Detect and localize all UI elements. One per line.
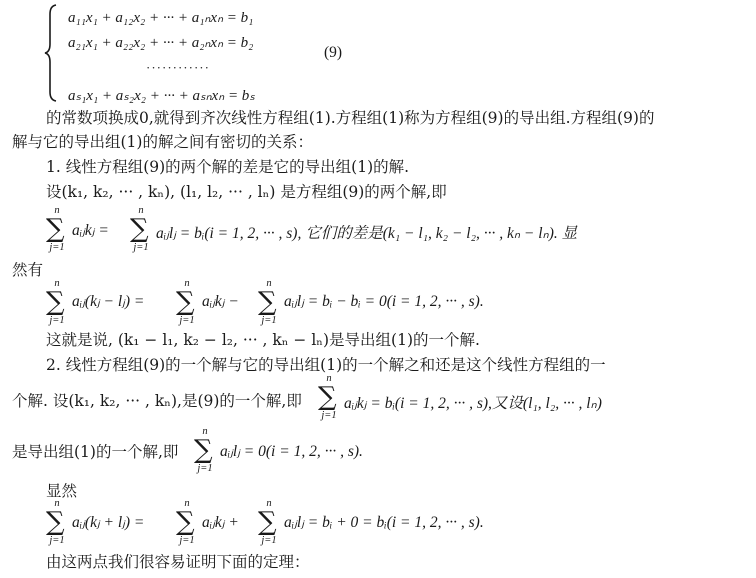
- equation-text: aᵢⱼlⱼ = bᵢ(i = 1, 2, ··· , s), 它们的差是(k₁ − l₁, k₂ − l₂, ··· , kₙ − lₙ). 显: [156, 225, 578, 242]
- equation-text: aᵢⱼkⱼ −: [202, 293, 239, 310]
- summation: n ∑ j=1: [130, 205, 149, 253]
- system-row-3: aₛ₁x₁ + aₛ₂x₂ + ··· + aₛₙxₙ = bₛ: [68, 88, 255, 104]
- equation-text: aᵢⱼkⱼ = bᵢ(i = 1, 2, ··· , s),又设(l₁, l₂, ··· , lₙ): [344, 395, 602, 412]
- summation: n ∑ j=1: [258, 498, 277, 546]
- item-2-heading: 2. 线性方程组(9)的一个解与它的导出组(1)的一个解之和还是这个线性方程组的一: [46, 356, 606, 374]
- item-1-setup: 设(k₁, k₂, ··· , kₙ), (l₁, l₂, ··· , lₙ) 是方程组(9)的两个解,即: [46, 183, 447, 201]
- summation: n ∑ j=1: [318, 373, 337, 421]
- equation-text: aᵢⱼkⱼ +: [202, 514, 239, 531]
- equation-text: aᵢⱼlⱼ = 0(i = 1, 2, ··· , s).: [220, 443, 363, 460]
- equation-text: aᵢⱼ(kⱼ − lⱼ) =: [72, 293, 145, 310]
- paragraph-line: 显然: [46, 482, 78, 500]
- paragraph-line: 解与它的导出组(1)的解之间有密切的关系：: [12, 133, 313, 151]
- item-1-conclusion: 这就是说, (k₁ − l₁, k₂ − l₂, ··· , kₙ − lₙ)是导出组(1)的一个解.: [46, 331, 480, 349]
- paragraph-line: 个解. 设(k₁, k₂, ··· , kₙ),是(9)的一个解,即: [12, 392, 302, 410]
- paragraph-line: 然有: [12, 261, 44, 279]
- summation: n ∑ j=1: [46, 205, 65, 253]
- summation: n ∑ j=1: [176, 498, 195, 546]
- system-row-1: a₁₁x₁ + a₁₂x₂ + ··· + a₁ₙxₙ = b₁: [68, 10, 254, 26]
- equation-text: aᵢⱼlⱼ = bᵢ + 0 = bᵢ(i = 1, 2, ··· , s).: [284, 514, 484, 531]
- equation-tag: (9): [324, 44, 343, 61]
- equation-text: aᵢⱼ(kⱼ + lⱼ) =: [72, 514, 145, 531]
- item-1-heading: 1. 线性方程组(9)的两个解的差是它的导出组(1)的解.: [46, 158, 410, 176]
- paragraph-line: 是导出组(1)的一个解,即: [12, 443, 179, 461]
- equation-text: aᵢⱼkⱼ =: [72, 222, 109, 239]
- system-row-dots: ············: [146, 60, 210, 75]
- summation: n ∑ j=1: [46, 278, 65, 326]
- summation: n ∑ j=1: [46, 498, 65, 546]
- summation: n ∑ j=1: [194, 426, 213, 474]
- closing-line: 由这两点我们很容易证明下面的定理：: [46, 553, 310, 571]
- left-brace: [44, 4, 58, 102]
- equation-text: aᵢⱼlⱼ = bᵢ − bᵢ = 0(i = 1, 2, ··· , s).: [284, 293, 484, 310]
- summation: n ∑ j=1: [258, 278, 277, 326]
- system-row-2: a₂₁x₁ + a₂₂x₂ + ··· + a₂ₙxₙ = b₂: [68, 35, 254, 51]
- paragraph-line: 的常数项换成0,就得到齐次线性方程组(1).方程组(1)称为方程组(9)的导出组.方程组(9)的: [46, 109, 655, 127]
- summation: n ∑ j=1: [176, 278, 195, 326]
